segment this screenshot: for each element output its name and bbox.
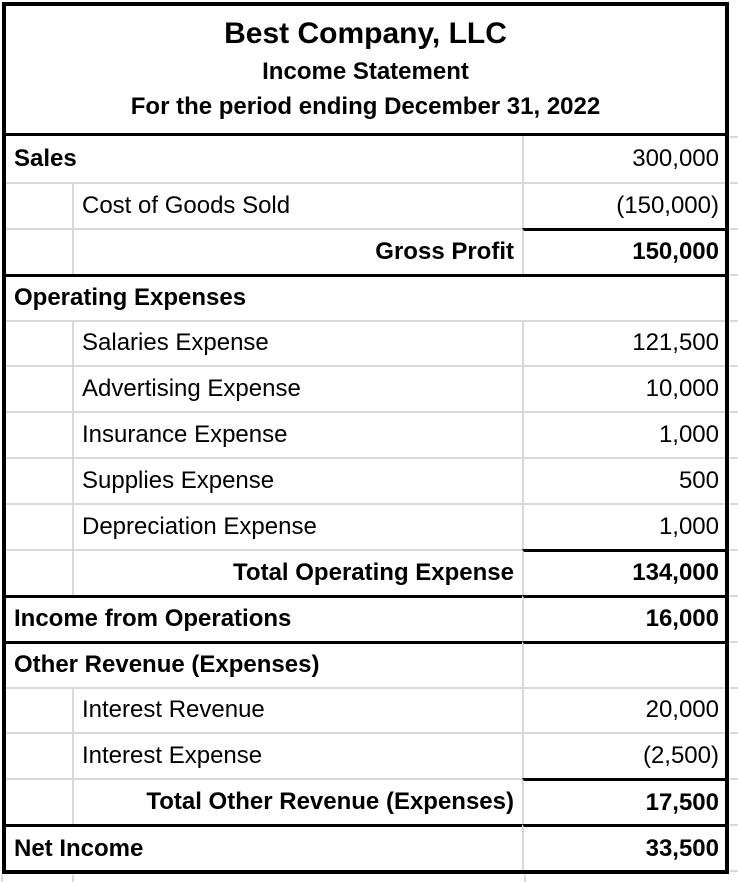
company-name: Best Company, LLC	[224, 17, 507, 50]
table-row-gross-profit	[6, 228, 725, 274]
table-row-total-other-revenue-expenses	[6, 778, 725, 824]
statement-header	[6, 6, 725, 136]
gridline-stub	[730, 136, 738, 138]
gridline-stub	[730, 274, 738, 276]
table-row-other-revenue-expenses	[6, 641, 725, 687]
row-label: Depreciation Expense	[74, 503, 522, 549]
row-label: Other Revenue (Expenses)	[6, 641, 522, 687]
income-statement-table	[2, 2, 729, 874]
row-amount: 150,000	[522, 228, 725, 274]
row-label: Net Income	[6, 824, 522, 870]
table-row-sales	[6, 136, 725, 182]
row-label: Supplies Expense	[74, 457, 522, 503]
row-label: Total Operating Expense	[74, 549, 522, 595]
gridline-stub	[730, 182, 738, 184]
row-label: Sales	[14, 144, 77, 172]
gridline-stub	[72, 875, 74, 882]
row-amount: 134,000	[522, 549, 725, 595]
table-row-interest-revenue	[6, 687, 725, 733]
row-label: Interest Revenue	[74, 687, 522, 733]
row-label: Interest Expense	[74, 732, 522, 778]
row-label: Operating Expenses	[6, 274, 725, 320]
row-label: Total Other Revenue (Expenses)	[74, 778, 522, 824]
row-label: Gross Profit	[74, 228, 522, 274]
table-row-net-income	[6, 824, 725, 870]
gridline-stub	[730, 778, 738, 780]
table-row-supplies-expense	[6, 457, 725, 503]
row-amount: 1,000	[522, 411, 725, 457]
row-amount: (150,000)	[522, 182, 725, 228]
row-amount: 500	[522, 457, 725, 503]
table-row-income-from-operations	[6, 595, 725, 641]
gridline-stub	[524, 875, 526, 882]
row-amount: 33,500	[522, 824, 725, 870]
table-row-total-operating-expense	[6, 549, 725, 595]
row-indent-cell	[6, 457, 74, 503]
statement-title: Income Statement	[262, 57, 469, 85]
row-amount: 1,000	[522, 503, 725, 549]
gridline-stub	[730, 411, 738, 413]
row-amount: 121,500	[522, 320, 725, 366]
gridline-stub	[730, 687, 738, 689]
row-amount: 300,000	[522, 136, 725, 182]
gridline-stub	[730, 365, 738, 367]
gridline-stub	[730, 641, 738, 643]
gridline-stub	[730, 320, 738, 322]
row-indent-cell	[6, 320, 74, 366]
row-indent-cell	[6, 503, 74, 549]
row-label: Cost of Goods Sold	[74, 182, 522, 228]
table-row-interest-expense	[6, 732, 725, 778]
table-row-depreciation-expense	[6, 503, 725, 549]
row-indent-cell	[6, 411, 74, 457]
table-row-operating-expenses	[6, 274, 725, 320]
table-row-advertising-expense	[6, 365, 725, 411]
row-indent-cell	[6, 549, 74, 595]
row-label: Insurance Expense	[74, 411, 522, 457]
gridline-stub	[730, 824, 738, 826]
row-indent-cell	[6, 228, 74, 274]
gridline-stub	[1, 875, 3, 882]
row-amount: 17,500	[522, 778, 725, 824]
row-amount: 10,000	[522, 365, 725, 411]
row-label: Advertising Expense	[74, 365, 522, 411]
gridline-stub	[730, 732, 738, 734]
gridline-stub	[730, 870, 738, 872]
row-indent-cell	[6, 687, 74, 733]
row-amount	[522, 641, 725, 687]
gridline-stub	[730, 595, 738, 597]
row-amount: 20,000	[522, 687, 725, 733]
statement-rows	[6, 136, 725, 870]
statement-period: For the period ending December 31, 2022	[130, 93, 601, 121]
row-amount: 16,000	[522, 595, 725, 641]
gridline-stub	[730, 228, 738, 230]
row-label: Salaries Expense	[74, 320, 522, 366]
row-indent-cell	[6, 182, 74, 228]
row-label: Income from Operations	[6, 595, 522, 641]
gridline-stub	[730, 457, 738, 459]
gridline-stub	[730, 549, 738, 551]
row-indent-cell	[6, 732, 74, 778]
table-row-salaries-expense	[6, 320, 725, 366]
table-row-insurance-expense	[6, 411, 725, 457]
row-indent-cell	[6, 365, 74, 411]
row-amount: (2,500)	[522, 732, 725, 778]
gridline-stub	[730, 503, 738, 505]
row-indent-cell	[6, 778, 74, 824]
table-row-cost-of-goods-sold	[6, 182, 725, 228]
